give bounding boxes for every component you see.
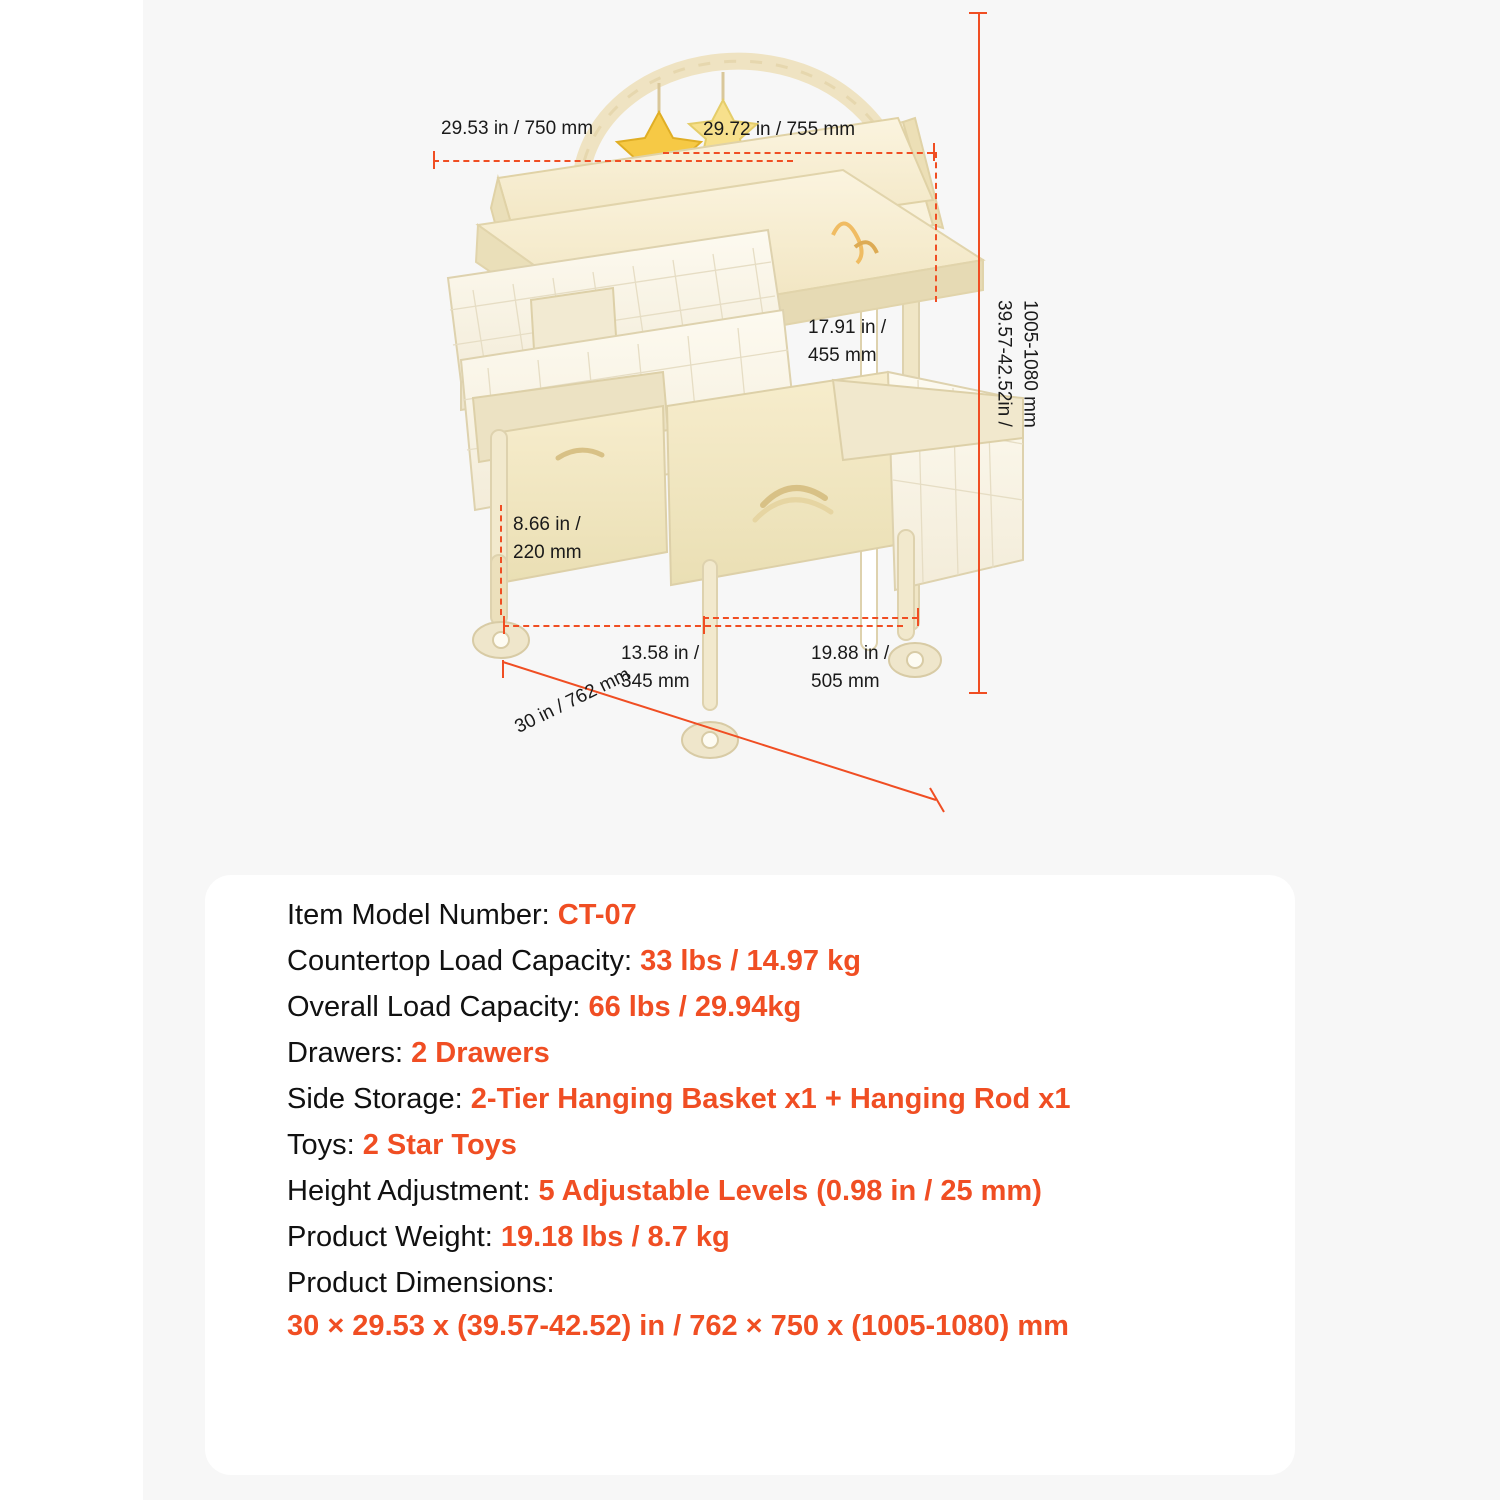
spec-row [287,993,1265,1022]
dim-label-drawer-width-1: 13.58 in / [621,643,700,664]
dim-label-top-right-width: 29.72 in / 755 mm [703,119,856,140]
spec-value: 2 Drawers [411,1037,550,1069]
spec-row [287,1085,1265,1114]
dim-label-upper-height-1: 17.91 in / [808,317,887,338]
spec-label: Overall Load Capacity: [287,991,581,1023]
spec-row [287,1039,1265,1068]
spec-label: Product Weight: [287,1221,493,1253]
spec-row-dimensions [287,1269,1265,1341]
dim-label-upper-height-2: 455 mm [808,345,877,366]
dim-label-overall-height-2: 1005-1080 mm [1019,300,1041,428]
spec-label: Item Model Number: [287,899,550,931]
dim-label-drawer-height-2: 220 mm [513,542,582,563]
dim-tick [433,151,435,169]
page-left-margin [0,0,143,1500]
spec-value: 33 lbs / 14.97 kg [640,945,861,977]
spec-value: 5 Adjustable Levels (0.98 in / 25 mm) [538,1175,1042,1207]
dim-label-overall-depth: 30 in / 762 mm [511,663,634,738]
spec-label: Countertop Load Capacity: [287,945,632,977]
dim-line-top-left-width [433,160,793,162]
spec-row [287,1131,1265,1160]
product-dimension-illustration [143,0,1500,870]
dim-line-basket-width [703,617,918,619]
spec-label: Side Storage: [287,1083,463,1115]
spec-value: 2 Star Toys [362,1129,517,1161]
spec-label: Height Adjustment: [287,1175,531,1207]
spec-value: 2-Tier Hanging Basket x1 + Hanging Rod x1 [470,1083,1071,1115]
dim-line-upper-height [935,152,937,302]
dim-line-drawer-height [500,505,502,615]
dim-label-overall-height-1: 39.57-42.52in / [993,300,1015,427]
specifications-card [205,875,1295,1475]
dim-label-top-left-width: 29.53 in / 750 mm [441,118,594,139]
spec-row [287,947,1265,976]
spec-value: CT-07 [557,899,637,931]
dim-tick [503,616,505,634]
spec-label-dimensions: Product Dimensions: [287,1267,555,1299]
dim-tick [969,12,987,14]
dim-label-drawer-width-2: 345 mm [621,671,690,692]
dim-tick [917,608,919,626]
spec-row [287,1223,1265,1252]
spec-value-dimensions: 30 × 29.53 x (39.57-42.52) in / 762 × 750 x (1005-1080) mm [287,1310,1069,1342]
spec-label: Toys: [287,1129,355,1161]
dim-label-drawer-height-1: 8.66 in / [513,514,581,535]
specifications-list [287,901,1265,1358]
spec-value: 66 lbs / 29.94kg [588,991,802,1023]
spec-label: Drawers: [287,1037,404,1069]
spec-value: 19.18 lbs / 8.7 kg [500,1221,730,1253]
spec-row [287,901,1265,930]
spec-row [287,1177,1265,1206]
dim-line-top-right-width [663,152,933,154]
dim-line-overall-height [978,12,980,692]
dim-label-basket-width-2: 505 mm [811,671,880,692]
dim-line-overall-depth [498,660,978,820]
dim-label-basket-width-1: 19.88 in / [811,643,890,664]
